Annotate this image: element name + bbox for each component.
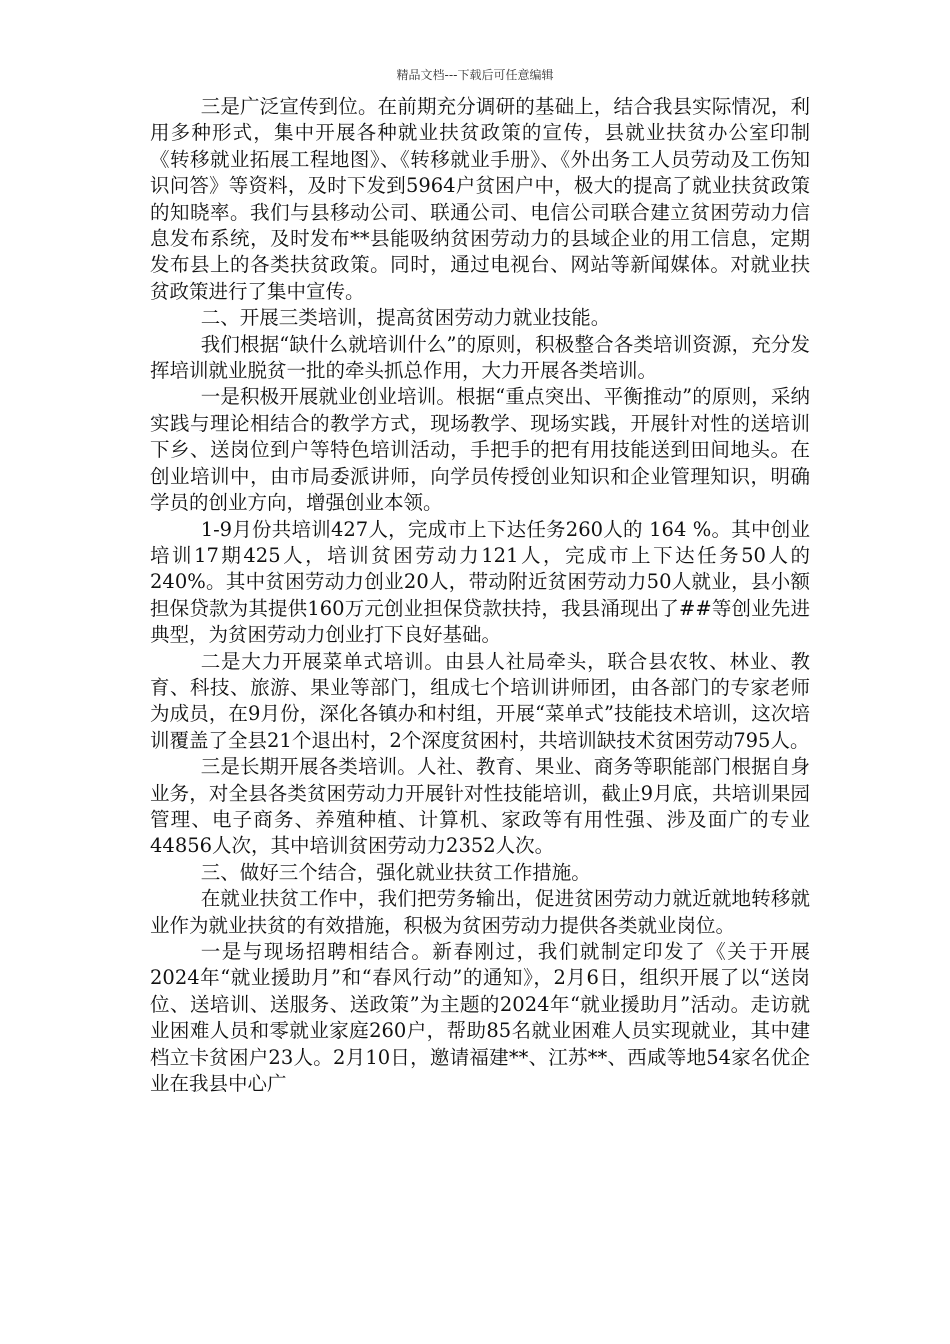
- paragraph-long-term-training: 三是长期开展各类培训。人社、教育、果业、商务等职能部门根据自身业务，对全县各类贫困劳动力开展针对性技能培训，截止9月底，共培训果园管理、电子商务、养殖种植、计算机、家政等有用性强、涉及面广的专业44856人次，其中培训贫困劳动力2352人次。: [150, 755, 810, 858]
- paragraph-training-stats: 1-9月份共培训427人，完成市上下达任务260人的 164 %。其中创业培训17期425人，培训贫困劳动力121人，完成市上下达任务50人的240%。其中贫困劳动力创业20人，带动附近贫困劳动力50人就业，县小额担保贷款为其提供160万元创业担保贷款扶持，我县涌现出了##等创业先进典型，为贫困劳动力创业打下良好基础。: [150, 517, 810, 647]
- section-heading-training: 二、开展三类培训，提高贫困劳动力就业技能。: [200, 306, 611, 330]
- paragraph-publicity: 三是广泛宣传到位。在前期充分调研的基础上，结合我县实际情况，利用多种形式，集中开展各种就业扶贫政策的宣传，县就业扶贫办公室印制《转移就业拓展工程地图》、《转移就业手册》、《外出务工人员劳动及工伤知识问答》等资料，及时下发到5964户贫困户中，极大的提高了就业扶贫政策的知晓率。我们与县移动公司、联通公司、电信公司联合建立贫困劳动力信息发布系统，及时发布**县能吸纳贫困劳动力的县域企业的用工信息，定期发布县上的各类扶贫政策。同时，通过电视台、网站等新闻媒体。对就业扶贫政策进行了集中宣传。: [150, 95, 810, 303]
- paragraph-recruitment: 一是与现场招聘相结合。新春刚过，我们就制定印发了《关于开展2024年“就业援助月”和“春风行动”的通知》，2月6日，组织开展了以“送岗位、送培训、送服务、送政策”为主题的2024年“就业援助月”活动。走访就业困难人员和零就业家庭260户，帮助85名就业困难人员实现就业，其中建档立卡贫困户23人。2月10日，邀请福建**、江苏**、西咸等地54家名优企业在我县中心广: [150, 940, 810, 1096]
- paragraph-measures-intro: 在就业扶贫工作中，我们把劳务输出，促进贫困劳动力就近就地转移就业作为就业扶贫的有效措施，积极为贫困劳动力提供各类就业岗位。: [150, 887, 810, 937]
- paragraph-training-intro: 我们根据“缺什么就培训什么”的原则，积极整合各类培训资源，充分发挥培训就业脱贫一批的牵头抓总作用，大力开展各类培训。: [150, 332, 810, 383]
- paragraph-menu-training: 二是大力开展菜单式培训。由县人社局牵头，联合县农牧、林业、教育、科技、旅游、果业等部门，组成七个培训讲师团，由各部门的专家老师为成员，在9月份，深化各镇办和村组，开展“菜单式”技能技术培训，这次培训覆盖了全县21个退出村，2个深度贫困村，共培训缺技术贫困劳动795人。: [150, 649, 810, 752]
- page-header: 精品文档---下载后可任意编辑: [396, 68, 554, 82]
- document-body: [150, 94, 810, 1097]
- paragraph-entrepreneurship-training: 一是积极开展就业创业培训。根据“重点突出、平衡推动”的原则，采纳实践与理论相结合的教学方式，现场教学、现场实践，开展针对性的送培训下乡、送岗位到户等特色培训活动，手把手的把有用技能送到田间地头。在创业培训中，由市局委派讲师，向学员传授创业知识和企业管理知识，明确学员的创业方向，增强创业本领。: [150, 385, 810, 515]
- section-heading-measures: 三、做好三个结合，强化就业扶贫工作措施。: [200, 860, 591, 884]
